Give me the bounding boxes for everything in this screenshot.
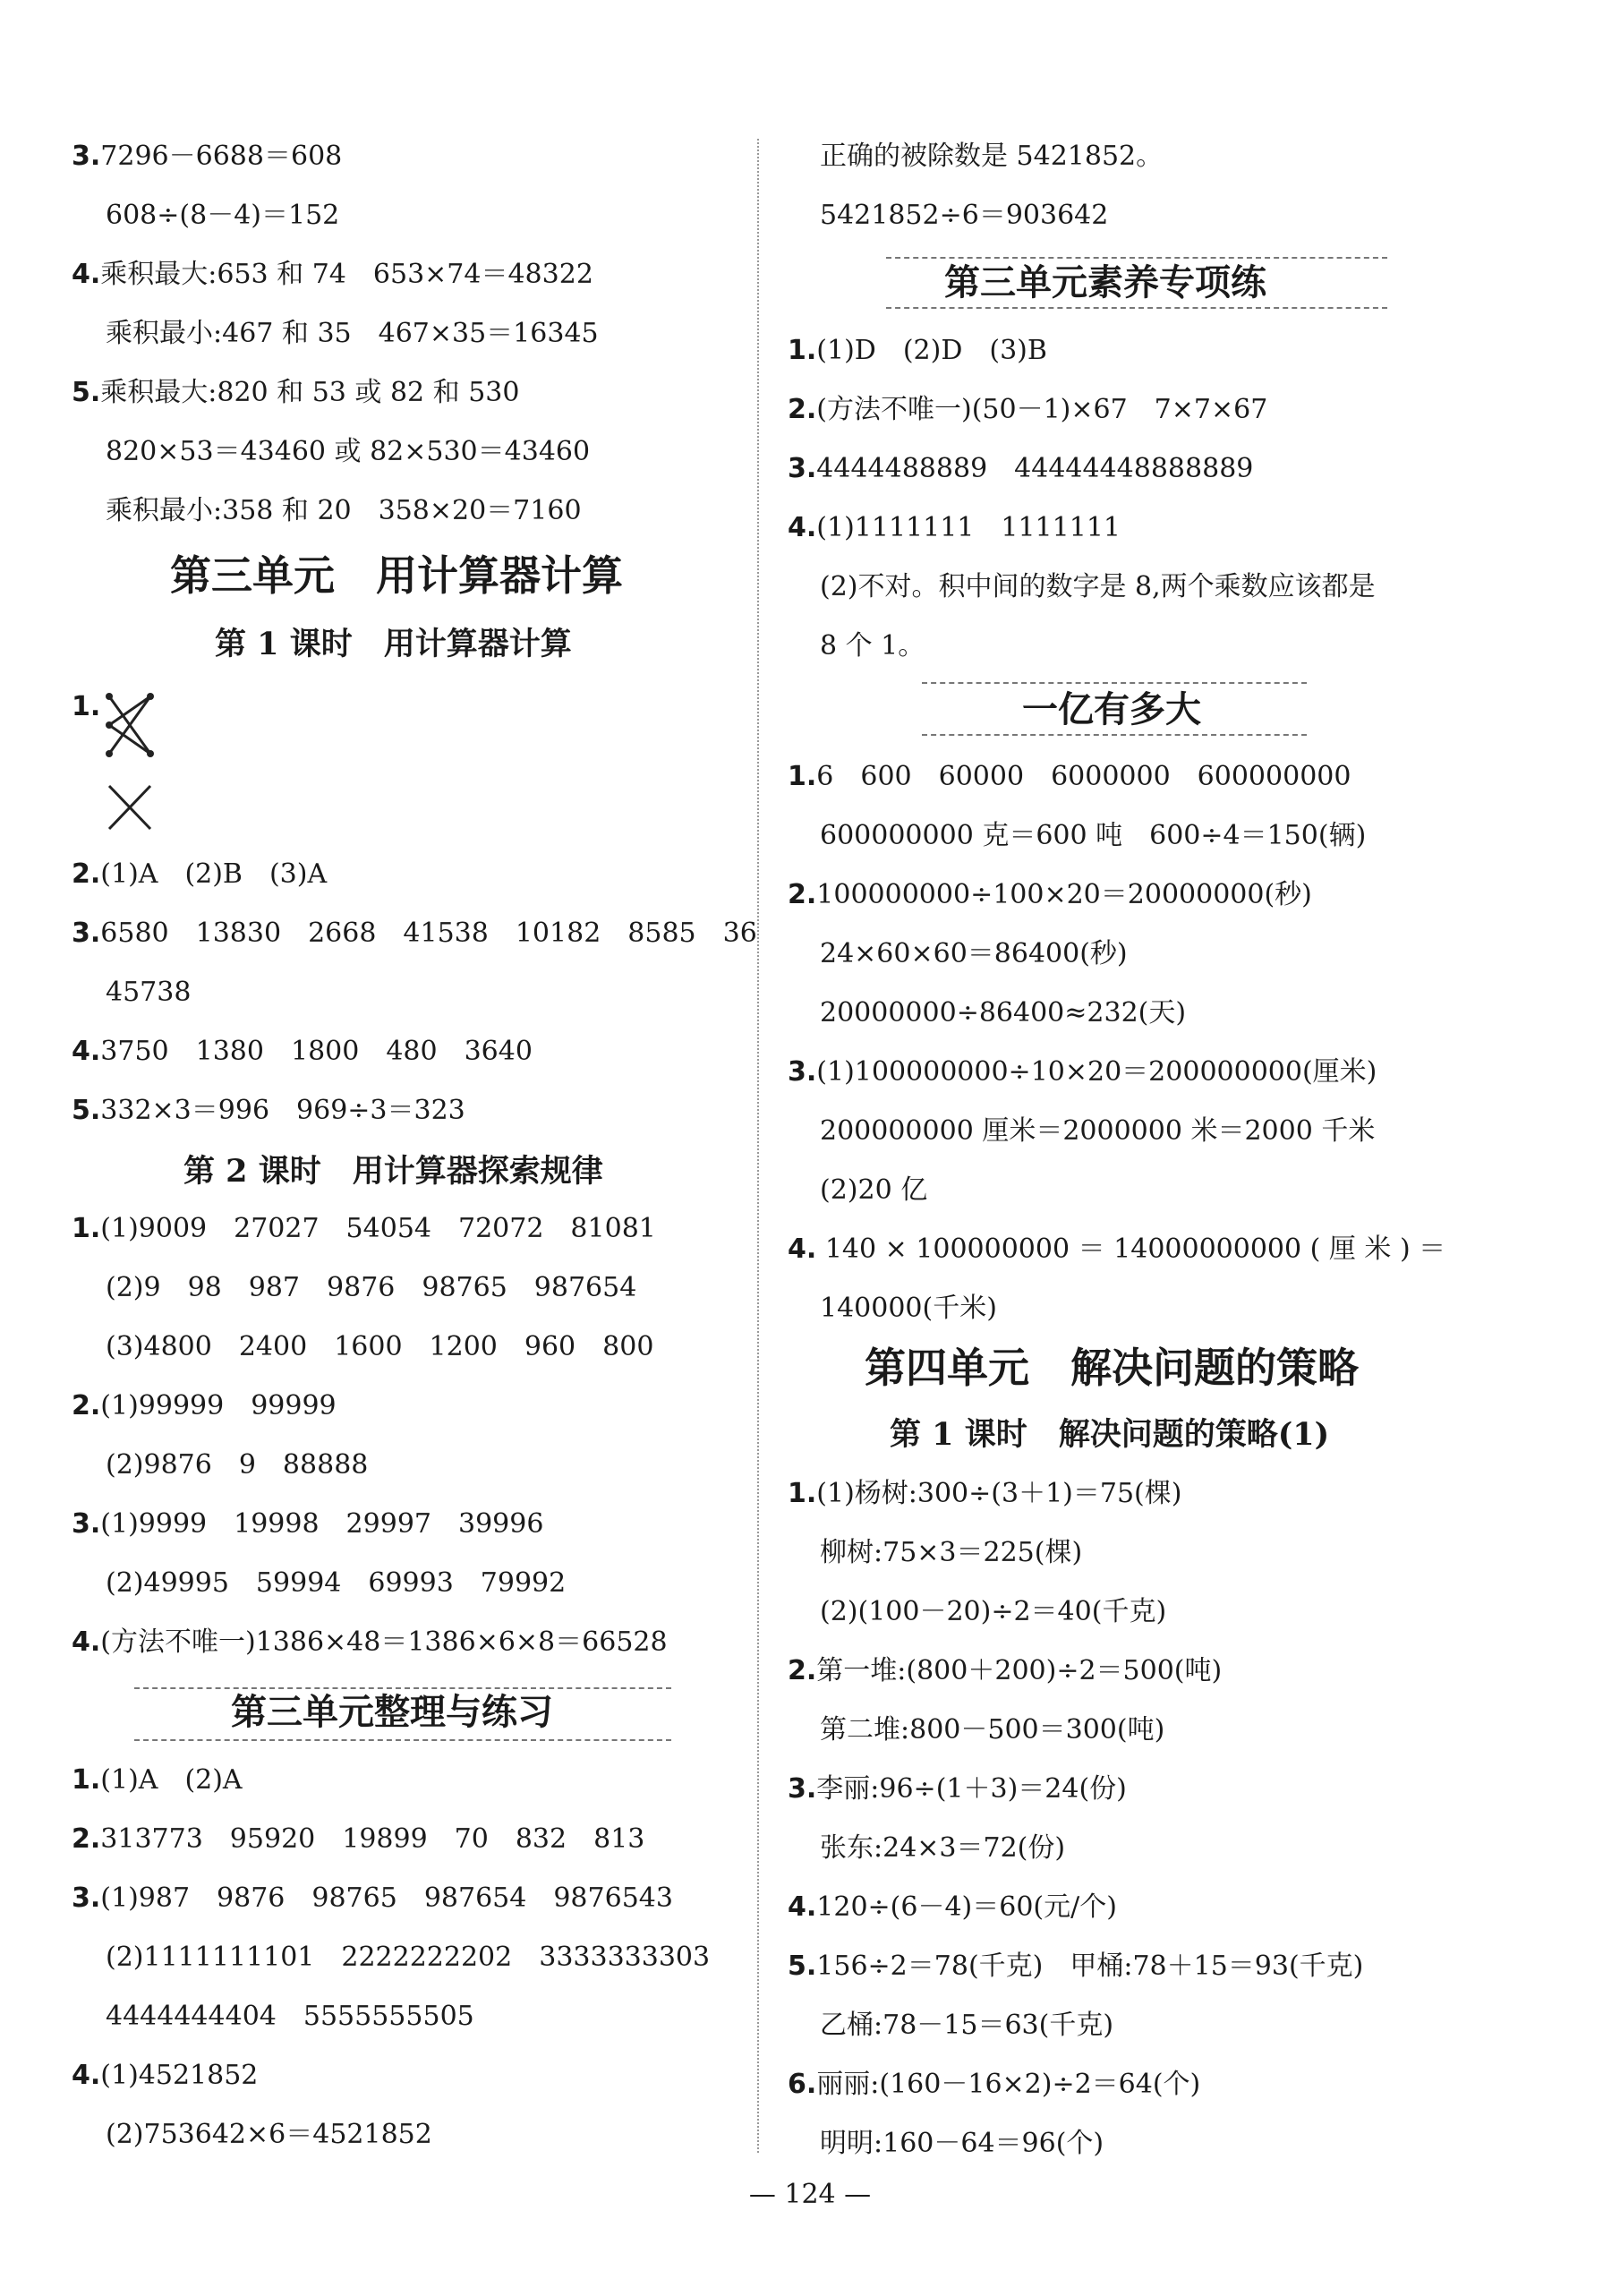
answer-line: (2)20 亿 xyxy=(820,1174,928,1206)
answer-line: 1.(1)9009 27027 54054 72072 81081 xyxy=(72,1213,656,1244)
answer-line: 5.乘积最大:820 和 53 或 82 和 530 xyxy=(72,377,520,408)
answer-line: (2)(100－20)÷2＝40(千克) xyxy=(820,1596,1167,1627)
lesson1-title: 第 1 课时 用计算器计算 xyxy=(215,626,572,662)
answer-line: 5421852÷6＝903642 xyxy=(820,200,1109,231)
column-divider xyxy=(757,139,759,2153)
answer-line: 3.6580 13830 2668 41538 10182 8585 36 xyxy=(72,918,757,949)
matching-lines-figure xyxy=(104,689,161,761)
section-rule xyxy=(134,1739,671,1741)
answer-line: (2)不对。积中间的数字是 8,两个乘数应该都是 xyxy=(820,571,1376,602)
answer-line: 2.(1)A (2)B (3)A xyxy=(72,858,328,890)
answer-line: (2)9876 9 88888 xyxy=(106,1449,369,1481)
answer-line: 45738 xyxy=(106,977,192,1008)
answer-line: (2)49995 59994 69993 79992 xyxy=(106,1567,567,1599)
answer-line: 2.第一堆:(800＋200)÷2＝500(吨) xyxy=(788,1655,1223,1686)
answer-line: 1.(1)D (2)D (3)B xyxy=(788,335,1047,366)
answer-line: 1.(1)杨树:300÷(3＋1)＝75(棵) xyxy=(788,1478,1182,1509)
answer-line: 1.6 600 60000 6000000 600000000 xyxy=(788,761,1351,792)
answer-line: 3.(1)987 9876 98765 987654 9876543 xyxy=(72,1882,673,1914)
answer-line: (2)1111111101 2222222202 3333333303 xyxy=(106,1942,711,1973)
answer-line: 2.100000000÷100×20＝20000000(秒) xyxy=(788,879,1312,910)
answer-line: 明明:160－64＝96(个) xyxy=(820,2128,1104,2159)
answer-line: 3.4444488889 44444448888889 xyxy=(788,453,1254,484)
answer-line: 5.156÷2＝78(千克) 甲桶:78＋15＝93(千克) xyxy=(788,1950,1364,1982)
match-dot xyxy=(106,721,113,729)
unit4-lesson1-title: 第 1 课时 解决问题的策略(1) xyxy=(890,1416,1330,1453)
answer-line: (2)9 98 987 9876 98765 987654 xyxy=(106,1272,637,1303)
answer-line: 4. 140 × 100000000 ＝ 14000000000 ( 厘 米 ) ＝ xyxy=(788,1233,1446,1265)
answer-line: 乙桶:78－15＝63(千克) xyxy=(820,2010,1114,2041)
match-dot xyxy=(147,750,154,757)
answer-line: 5.332×3＝996 969÷3＝323 xyxy=(72,1095,465,1126)
practice-title: 第三单元素养专项练 xyxy=(944,262,1266,303)
match-dot xyxy=(106,693,113,700)
answer-line: 1.(1)A (2)A xyxy=(72,1764,243,1796)
answer-line: 24×60×60＝86400(秒) xyxy=(820,938,1128,969)
answer-line: 3.(1)100000000÷10×20＝200000000(厘米) xyxy=(788,1056,1377,1088)
unit3-title: 第三单元 用计算器计算 xyxy=(170,551,623,600)
answer-line: 张东:24×3＝72(份) xyxy=(820,1832,1066,1864)
match-dot xyxy=(106,750,113,757)
answer-line: 第二堆:800－500＝300(吨) xyxy=(820,1714,1165,1745)
answer-line: 4444444404 5555555505 xyxy=(106,2001,474,2032)
answer-line: 608÷(8－4)＝152 xyxy=(106,200,340,231)
answer-line: 3.李丽:96÷(1＋3)＝24(份) xyxy=(788,1773,1127,1805)
answer-line: 200000000 厘米＝2000000 米＝2000 千米 xyxy=(820,1115,1376,1147)
answer-line: 6.丽丽:(160－16×2)÷2＝64(个) xyxy=(788,2069,1201,2100)
review-title: 第三单元整理与练习 xyxy=(231,1692,553,1733)
answer-line: (2)753642×6＝4521852 xyxy=(106,2119,432,2150)
unit4-title: 第四单元 解决问题的策略 xyxy=(865,1344,1359,1392)
section-rule xyxy=(922,682,1307,684)
section-rule xyxy=(886,307,1387,309)
answer-line: 柳树:75×3＝225(棵) xyxy=(820,1537,1083,1568)
answer-line: 600000000 克＝600 吨 600÷4＝150(辆) xyxy=(820,820,1367,851)
answer-line: 正确的被除数是 5421852。 xyxy=(820,141,1164,172)
billion-title: 一亿有多大 xyxy=(1022,689,1201,730)
answer-line: 乘积最小:358 和 20 358×20＝7160 xyxy=(106,495,582,526)
answer-line: 4.乘积最大:653 和 74 653×74＝48322 xyxy=(72,259,593,290)
match-line xyxy=(109,696,150,725)
answer-line: 820×53＝43460 或 82×530＝43460 xyxy=(106,436,591,467)
answer-line: 4.(1)1111111 1111111 xyxy=(788,512,1121,543)
answer-line: (3)4800 2400 1600 1200 960 800 xyxy=(106,1331,654,1362)
answer-line: 8 个 1。 xyxy=(820,630,925,661)
answer-line: 2.(1)99999 99999 xyxy=(72,1390,337,1421)
answer-line: 3.7296－6688＝608 xyxy=(72,141,343,172)
match-line xyxy=(109,725,150,754)
answer-line: 4.120÷(6－4)＝60(元/个) xyxy=(788,1891,1117,1923)
answer-line: 乘积最小:467 和 35 467×35＝16345 xyxy=(106,318,599,349)
answer-line: 4.3750 1380 1800 480 3640 xyxy=(72,1036,533,1067)
section-rule xyxy=(922,734,1307,736)
answer-line: 4.(方法不唯一)1386×48＝1386×6×8＝66528 xyxy=(72,1626,668,1658)
answer-line: 1. xyxy=(72,691,101,722)
answer-line: 20000000÷86400≈232(天) xyxy=(820,997,1187,1029)
answer-line: 2.313773 95920 19899 70 832 813 xyxy=(72,1823,645,1855)
answer-line: 4.(1)4521852 xyxy=(72,2060,259,2091)
page-number: — 124 — xyxy=(748,2179,872,2210)
matching-lines-figure xyxy=(104,781,161,834)
answer-line: 2.(方法不唯一)(50－1)×67 7×7×67 xyxy=(788,394,1268,425)
answer-line: 140000(千米) xyxy=(820,1293,997,1324)
lesson2-title: 第 2 课时 用计算器探索规律 xyxy=(183,1153,603,1190)
match-dot xyxy=(147,693,154,700)
answer-line: 3.(1)9999 19998 29997 39996 xyxy=(72,1508,544,1540)
